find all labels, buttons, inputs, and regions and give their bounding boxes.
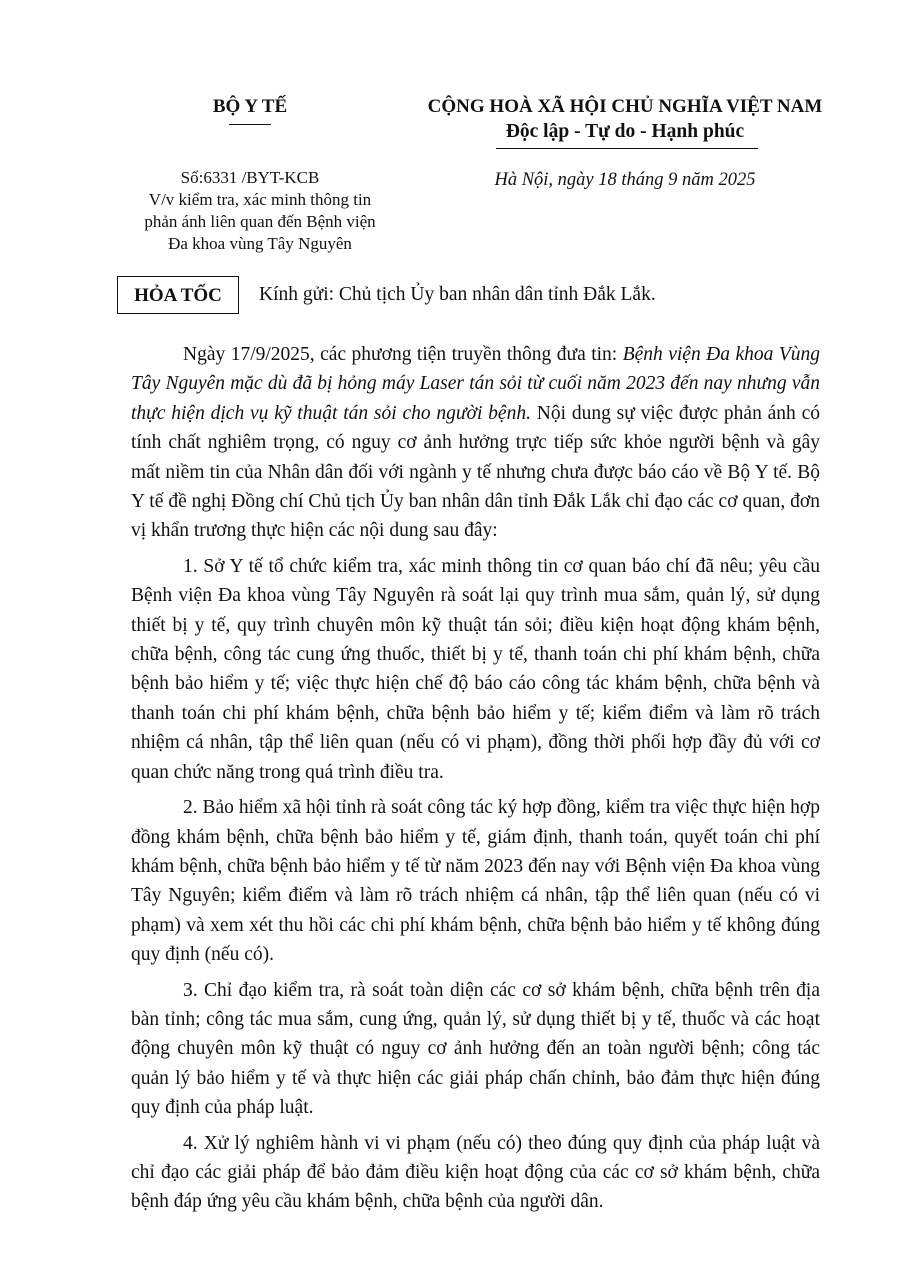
urgency-box: HỎA TỐC bbox=[117, 276, 239, 314]
agency-underline bbox=[229, 124, 271, 125]
directive-item-2: 2. Bảo hiểm xã hội tỉnh rà soát công tác ký hợp đồng, kiểm tra việc thực hiện hợp đồng khám bệnh, chữa bệnh bảo hiểm y tế, giám định, thanh toán, quyết toán chi phí khám bệnh, chữa bệnh bảo hiểm y tế từ năm 2023 đến nay với Bệnh viện Đa khoa vùng Tây Nguyên; kiểm điểm và làm rõ trách nhiệm cá nhân, tập thể liên quan (nếu có vi phạm) và xem xét thu hồi các chi phí khám bệnh, chữa bệnh bảo hiểm y tế không đúng quy định (nếu có). bbox=[131, 797, 820, 966]
directive-item-1: 1. Sở Y tế tổ chức kiểm tra, xác minh thông tin cơ quan báo chí đã nêu; yêu cầu Bệnh viện Đa khoa vùng Tây Nguyên rà soát lại quy trình mua sắm, quản lý, sử dụng thiết bị y tế, quy trình chuyên môn kỹ thuật tán sỏi; điều kiện hoạt động khám bệnh, chữa bệnh, công tác cung ứng thuốc, thiết bị y tế, thanh toán chi phí khám bệnh, chữa bệnh bảo hiểm y tế; việc thực hiện chế độ báo cáo công tác khám bệnh, chữa bệnh và thanh toán chi phí khám bệnh, chữa bệnh bảo hiểm y tế; kiểm điểm và làm rõ trách nhiệm cá nhân, tập thể liên quan (nếu có vi phạm), đồng thời phối hợp đầy đủ với cơ quan chức năng trong quá trình điều tra. bbox=[131, 555, 820, 783]
motto-underline bbox=[496, 148, 758, 149]
intro-paragraph bbox=[131, 340, 820, 546]
letter-body bbox=[131, 340, 820, 1223]
issuing-agency: BỘ Y TẾ bbox=[212, 96, 288, 117]
intro-suffix: Nội dung sự việc được phản ánh có tính chất nghiêm trọng, có nguy cơ ảnh hưởng trực tiếp sức khỏe người bệnh và gây mất niềm tin của Nhân dân đối với ngành y tế nhưng chưa được báo cáo về Bộ Y tế. Bộ Y tế đề nghị Đồng chí Chủ tịch Ủy ban nhân dân tỉnh Đắk Lắk chỉ đạo các cơ quan, đơn vị khẩn trương thực hiện các nội dung sau đây: bbox=[131, 402, 820, 542]
place-and-date: Hà Nội, ngày 18 tháng 9 năm 2025 bbox=[494, 170, 756, 190]
document-number: Số:6331 /BYT-KCB bbox=[180, 168, 320, 187]
subject-line: Đa khoa vùng Tây Nguyên bbox=[168, 234, 352, 253]
intro-prefix: Ngày 17/9/2025, các phương tiện truyền thông đưa tin: bbox=[183, 344, 623, 365]
document-subject bbox=[120, 189, 400, 255]
intro-quote: Bệnh viện Đa khoa Vùng Tây Nguyên mặc dù đã bị hỏng máy Laser tán sỏi từ cuối năm 2023 đến nay nhưng vẫn thực hiện dịch vụ kỹ thuật tán sỏi cho người bệnh. bbox=[131, 344, 820, 424]
national-title: CỘNG HOÀ XÃ HỘI CHỦ NGHĨA VIỆT NAM bbox=[427, 96, 823, 117]
recipient-line: Kính gửi: Chủ tịch Ủy ban nhân dân tỉnh Đắk Lắk. bbox=[259, 284, 656, 305]
directive-item-4: 4. Xử lý nghiêm hành vi vi phạm (nếu có) theo đúng quy định của pháp luật và chỉ đạo các giải pháp để bảo đảm điều kiện hoạt động của các cơ sở khám bệnh, chữa bệnh đáp ứng yêu cầu khám bệnh, chữa bệnh của người dân. bbox=[131, 1132, 820, 1213]
subject-line: V/v kiểm tra, xác minh thông tin bbox=[148, 190, 372, 209]
directive-item-3: 3. Chỉ đạo kiểm tra, rà soát toàn diện các cơ sở khám bệnh, chữa bệnh trên địa bàn tỉnh; công tác mua sắm, cung ứng, quản lý, sử dụng thiết bị y tế, thuốc và các hoạt động chuyên môn kỹ thuật có nguy cơ ảnh hưởng đến an toàn người bệnh; công tác quản lý bảo hiểm y tế và thực hiện các giải pháp chấn chỉnh, bảo đảm thực hiện đúng quy định của pháp luật. bbox=[131, 979, 820, 1119]
national-motto: Độc lập - Tự do - Hạnh phúc bbox=[505, 121, 745, 142]
subject-line: phản ánh liên quan đến Bệnh viện bbox=[144, 212, 376, 231]
